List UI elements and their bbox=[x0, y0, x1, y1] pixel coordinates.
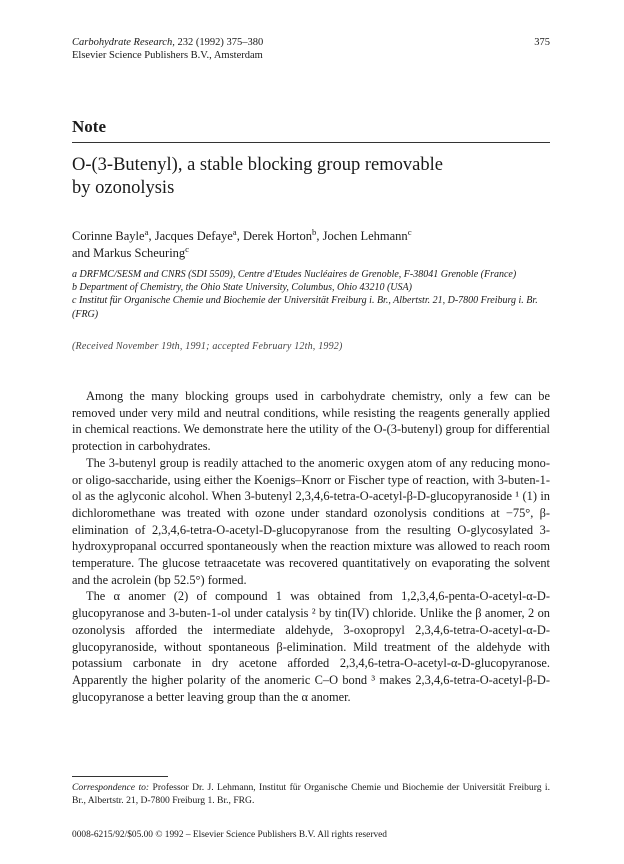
title-rule bbox=[72, 142, 550, 143]
author-list: Corinne Bayle$^a$, Jacques Defaye$^a$, Derek Horton$^b$, Jochen Lehmann$^c$ and Markus Scheuring$^c$ bbox=[72, 226, 412, 260]
journal-citation: 232 (1992) 375–380 bbox=[174, 37, 264, 48]
body-paragraph: The α anomer (2) of compound 1 was obtained from 1,2,3,4,6-penta-O-acetyl-α-D-glucopyranose and 3-buten-1-ol under catalysis ² by tin(IV) chloride. Unlike the β anomer, 2 on ozonolysis afforded the intermediate aldehyde, 3-oxopropyl 2,3,4,6-tetra-O-acetyl-α-D-glucopyranoside, without spontaneous β-elimination. Mild treatment of the aldehyde with potassium carbonate in dry acetone afforded 2,3,4,6-tetra-O-acetyl-α-D-glucopyranose. Apparently the higher polarity of the anomeric C–O bond ³ makes 2,3,4,6-tetra-O-acetyl-β-D-glucopyranose a better leaving group than the α anomer. bbox=[72, 589, 550, 704]
footnote-text: Professor Dr. J. Lehmann, Institut für Organische Chemie und Biochemie der Universität Freiburg i. Br., Albertstr. 21, D-7800 Freiburg 1. Br., FRG. bbox=[72, 782, 550, 806]
page-number: 375 bbox=[534, 37, 550, 48]
author-name: Corinne Bayle bbox=[72, 229, 145, 243]
author-name: and Markus Scheuring bbox=[72, 246, 186, 260]
affiliation-b: b Department of Chemistry, the Ohio State University, Columbus, Ohio 43210 (USA) bbox=[72, 282, 412, 294]
author-name: Derek Horton bbox=[242, 229, 313, 243]
affiliation-c: c Institut für Organische Chemie und Biochemie der Universität Freiburg i. Br., Albertstr. 21, D-7800 Freiburg i. Br. (FRG) bbox=[72, 295, 538, 320]
journal-name: Carbohydrate Research, bbox=[72, 37, 175, 48]
publisher: Elsevier Science Publishers B.V., Amsterdam bbox=[72, 50, 263, 61]
section-label: Note bbox=[72, 117, 106, 136]
affiliation-mark: a bbox=[144, 226, 149, 237]
affiliations bbox=[72, 268, 550, 321]
footnote-label: Correspondence to: bbox=[72, 782, 150, 793]
copyright-line: 0008-6215/92/$05.00 © 1992 – Elsevier Science Publishers B.V. All rights reserved bbox=[72, 830, 387, 840]
journal-page bbox=[72, 0, 550, 864]
correspondence-footnote bbox=[72, 781, 550, 807]
author-name: Jochen Lehmann bbox=[322, 229, 408, 243]
body-paragraph: Among the many blocking groups used in carbohydrate chemistry, only a few can be removed under very mild and neutral conditions, while resisting the reagents generally applied in chemical reactions. We demonstrate here the utility of the O-(3-butenyl) group for differential protection in carbohydrates. bbox=[72, 389, 550, 454]
title-line-2: by ozonolysis bbox=[72, 178, 175, 198]
affiliation-mark: a bbox=[232, 226, 237, 237]
running-header bbox=[72, 36, 550, 62]
affiliation-mark: c bbox=[185, 243, 190, 254]
received-dates: (Received November 19th, 1991; accepted February 12th, 1992) bbox=[72, 341, 343, 352]
footnote-rule bbox=[72, 776, 168, 777]
article-body bbox=[72, 388, 550, 705]
affiliation-a: a DRFMC/SESM and CNRS (SDI 5509), Centre d'Etudes Nucléaires de Grenoble, F-38041 Grenoble (France) bbox=[72, 269, 517, 280]
affiliation-mark: c bbox=[407, 226, 412, 237]
affiliation-mark: b bbox=[312, 226, 317, 237]
body-paragraph: The 3-butenyl group is readily attached to the anomeric oxygen atom of any reducing mono- or oligo-saccharide, using either the Koenigs–Knorr or Fischer type of reaction, with 3-buten-1-ol as the aglyconic alcohol. When 3-butenyl 2,3,4,6-tetra-O-acetyl-β-D-glucopyranoside ¹ (1) in dichloromethane was treated with ozone under standard ozonolysis conditions at −75°, β-elimination of 2,3,4,6-tetra-O-acetyl-D-glucopyranose from the resulting O-glycosylated 3-hydroxypropanal occurred spontaneously when the reaction mixture was allowed to reach room temperature. The glucose tetraacetate was recovered quantitatively on evaporating the solvent and the acrolein (bp 52.5°) formed. bbox=[72, 455, 550, 587]
title-line-1: O-(3-Butenyl), a stable blocking group removable bbox=[72, 155, 443, 175]
author-name: Jacques Defaye bbox=[154, 229, 233, 243]
article-title bbox=[72, 154, 550, 200]
